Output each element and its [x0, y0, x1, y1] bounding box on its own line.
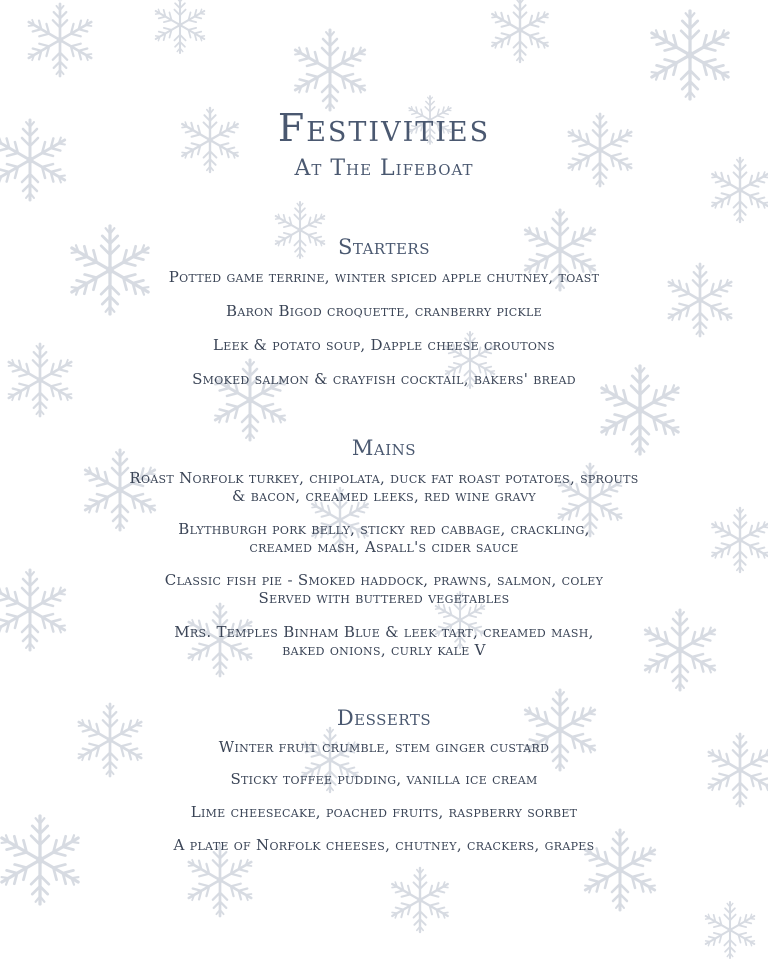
dish-item: Smoked salmon & crayfish cocktail, bakers' bread — [192, 370, 576, 388]
section-heading-mains: Mains — [351, 436, 417, 460]
dish-item: Blythburgh pork belly, sticky red cabbage, crackling, creamed mash, Aspall's cider sauce — [178, 520, 590, 556]
dish-item: Mrs. Temples Binham Blue & leek tart, creamed mash, baked onions, curly kale V — [174, 623, 594, 659]
dish-item: Classic fish pie - Smoked haddock, prawns, salmon, coley Served with buttered vegetables — [164, 571, 604, 607]
dish-item: Winter fruit crumble, stem ginger custard — [218, 738, 550, 756]
dish-item: A plate of Norfolk cheeses, chutney, crackers, grapes — [173, 836, 595, 854]
dish-item: Leek & potato soup, Dapple cheese croutons — [213, 336, 555, 354]
dish-item: Baron Bigod croquette, cranberry pickle — [226, 302, 542, 320]
menu-title: Festivities — [277, 106, 491, 150]
dish-item: Sticky toffee pudding, vanilla ice cream — [230, 770, 538, 788]
dish-item: Roast Norfolk turkey, chipolata, duck fat roast potatoes, sprouts & bacon, creamed leeks, red wine gravy — [129, 469, 639, 505]
section-heading-starters: Starters — [338, 235, 430, 259]
dish-item: Potted game terrine, winter spiced apple chutney, toast — [168, 268, 600, 286]
menu-subtitle: At The Lifeboat — [294, 156, 474, 181]
dish-item: Lime cheesecake, poached fruits, raspberry sorbet — [190, 803, 578, 821]
section-heading-desserts: Desserts — [336, 706, 432, 730]
